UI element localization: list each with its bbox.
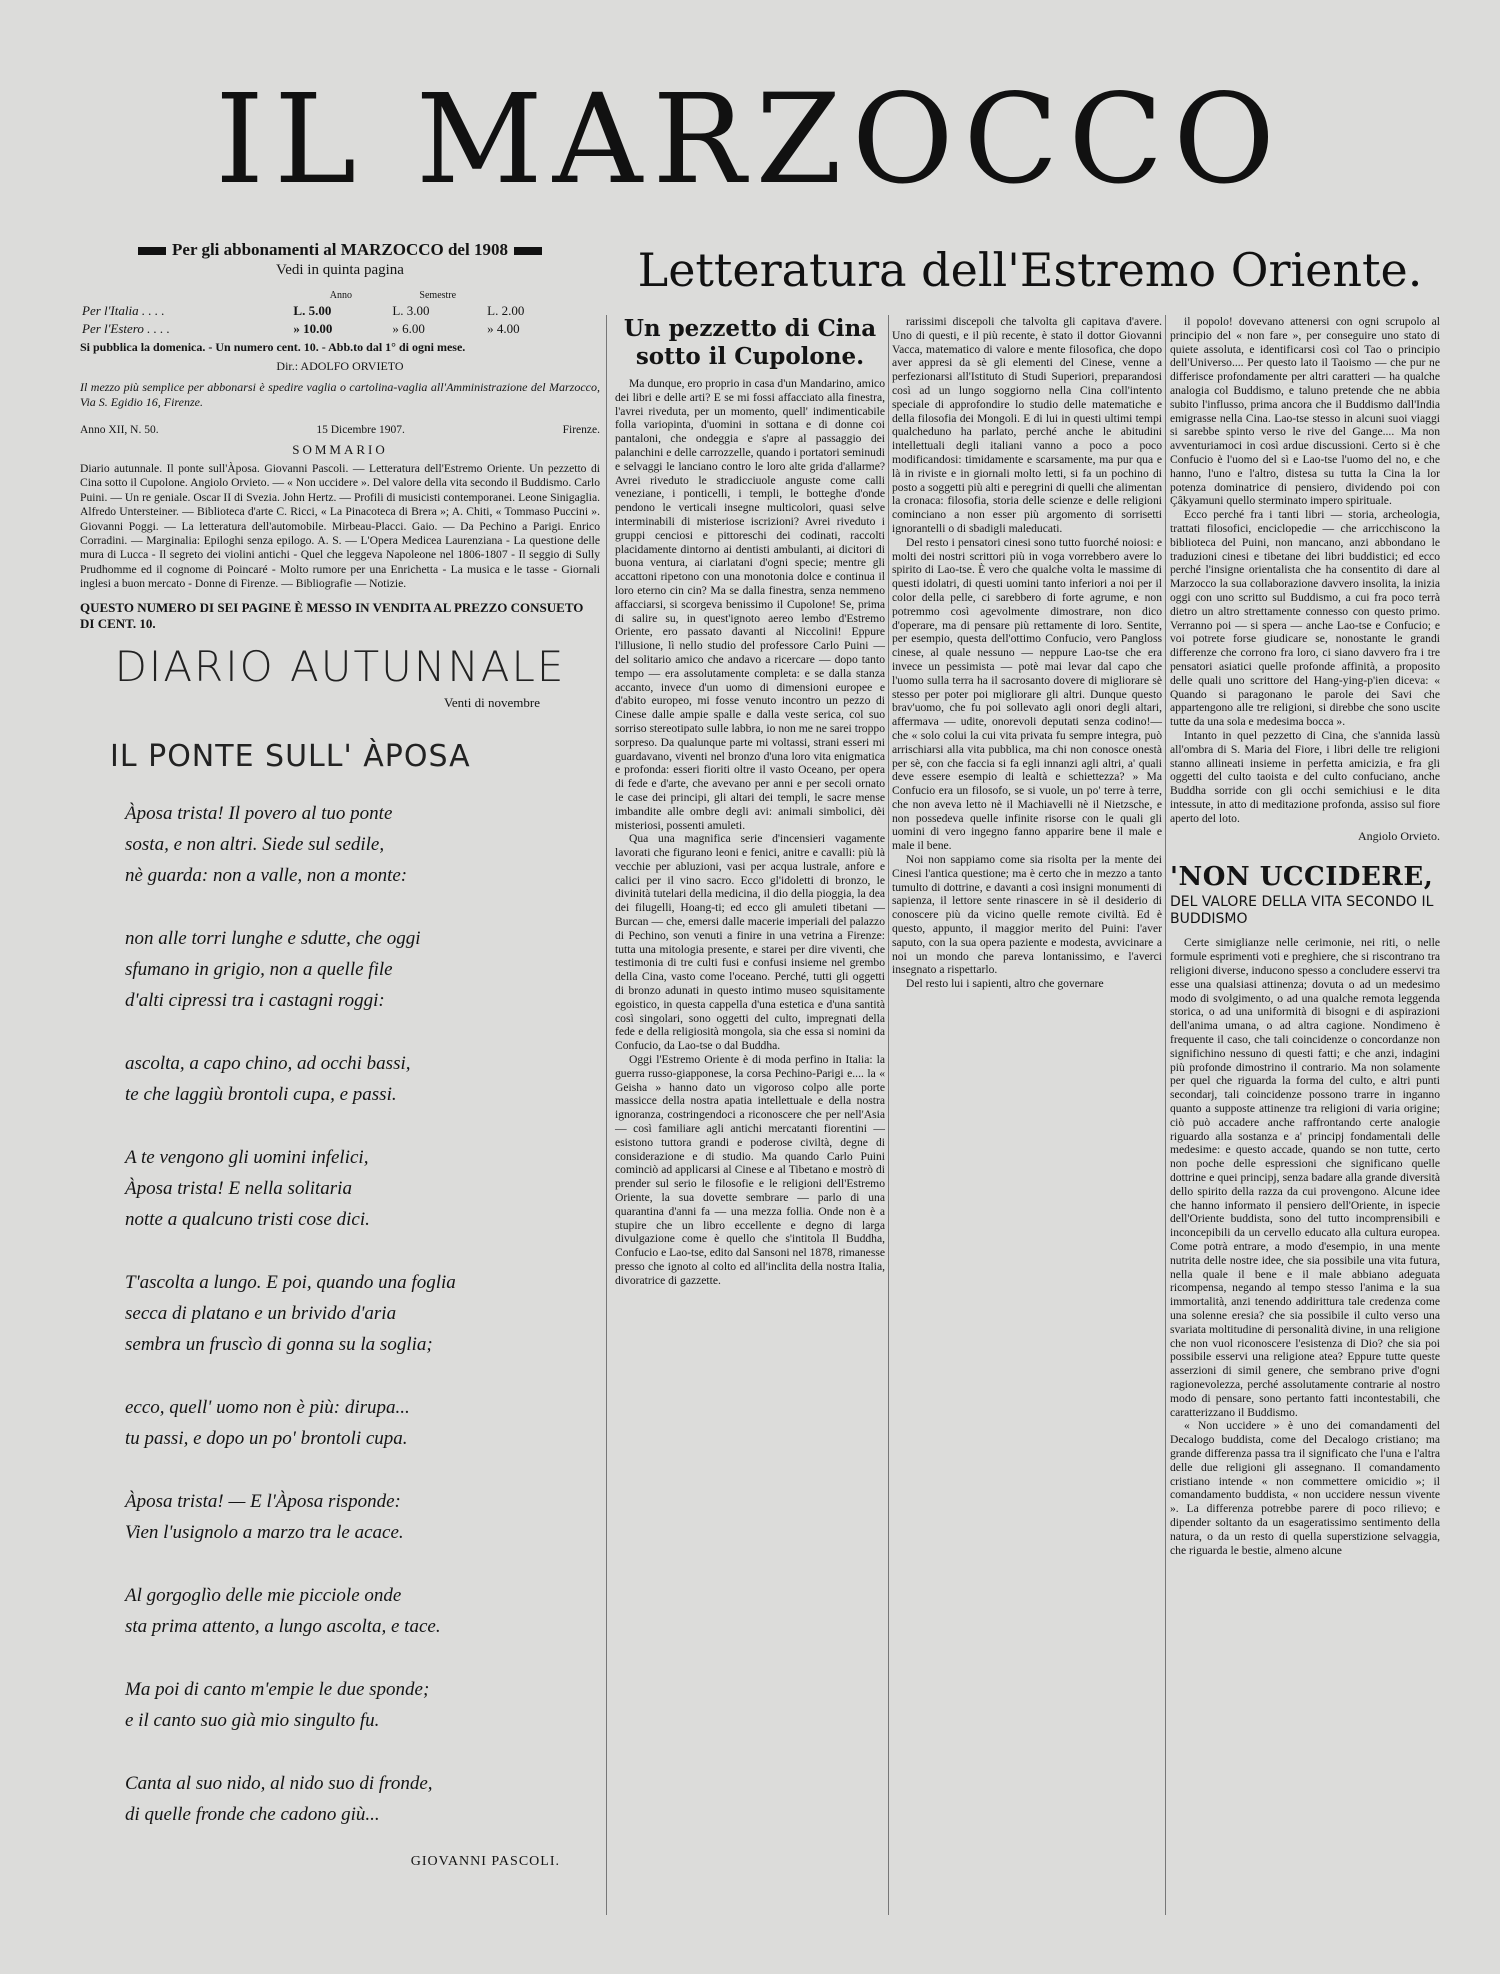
poem-stanza xyxy=(125,923,600,1016)
poem-line: T'ascolta a lungo. E poi, quando una foglia xyxy=(125,1271,456,1293)
left-column xyxy=(80,240,600,1940)
poem-line: Canta al suo nido, al nido suo di fronde, xyxy=(125,1772,433,1794)
column-rule xyxy=(606,315,607,1915)
price-trim: » 4.00 xyxy=(487,321,520,336)
article-paragraph: Noi non sappiamo come sia risolta per la mente dei Cinesi l'antica questione; ma è certo che in mezzo a tanto tumulto di dottrine, e davanti a così insigni monumenti di sapienza, il lettore sente rinascere in sè il desiderio di conoscere più da vicino quelle remote civiltà. Ed è questo, appunto, il maggior merito del Puini: l'aver saputo, con la sua opera paziente e modesta, avvicinare a noi un mondo che pareva lontanissimo, e l'averci insegnato a rispettarlo. xyxy=(892,853,1165,977)
issue-date: 15 Dicembre 1907. xyxy=(316,424,405,436)
article-author: Angiolo Orvieto. xyxy=(1358,829,1440,844)
article-paragraph: Del resto lui i sapienti, altro che governare xyxy=(906,977,1104,991)
poem-line: A te vengono gli uomini infelici, xyxy=(125,1146,369,1168)
article-subtitle: Un pezzetto di Cina sotto il Cupolone. xyxy=(623,315,877,370)
poem-stanza xyxy=(125,1768,600,1830)
poem-line: sosta, e non altri. Siede sul sedile, xyxy=(125,833,385,855)
sale-notice: QUESTO NUMERO DI SEI PAGINE È MESSO IN VENDITA AL PREZZO CONSUETO DI CENT. 10. xyxy=(80,599,584,631)
director: Dir.: ADOLFO ORVIETO xyxy=(276,359,404,373)
poem-line: sembra un fruscìo di gonna su la soglia; xyxy=(125,1333,433,1355)
poem-stanza xyxy=(125,1674,600,1736)
article-paragraph: Del resto i pensatori cinesi sono tutto fuorché noiosi: e molti dei nostri scrittori più in voga vorrebbero avere lo spirito di Lao-tse. È vero che qualche volta le massime di questi idolatri, di questi uomini tanto inferiori a noi per il color della pelle, ci sarebbero di forte agrume, e non potremmo così agevolmente dimostrare, non dico d'operare, ma di pensare più rettamente di loro. Sentite, per esempio, questa dell'ottimo Confucio, vero Pangloss cinese, al quale nessuno — neppure Lao-tse che era invece un pessimista — potè mai levar dal capo che l'uomo sulla terra ha il sacrosanto dovere di migliorare sè stesso per poter poi migliorare gli altri. Dunque questo brav'uomo, che fu poi sollevato agli onori degli altari, affermava — udite, onorevoli deputati senza codino!— che « solo colui la cui vita privata fu sempre integra, può arrischiarsi alla vita pubblica, ma chi non conosce onestà per sè, con che faccia si fa egli innanzi agli altri, a' quali deve essere esempio di lealtà e schiettezza? » Ma Confucio era un filosofo, se si vuole, un po' terre à terre, che non aveva letto nè il Machiavelli nè il Nietzsche, e non possedeva quelle infinite risorse con le quali gli uomini di vero ingegno fanno apparire bene il male e male il bene. xyxy=(892,535,1165,853)
poem-line: secca di platano e un brivido d'aria xyxy=(125,1302,397,1324)
poem-line: Àposa trista! E nella solitaria xyxy=(125,1177,352,1199)
publish-line: Si pubblica la domenica. - Un numero cent. 10. - Abb.to dal 1° di ogni mese. xyxy=(80,340,466,354)
poem-line: nè guarda: non a valle, non a monte: xyxy=(125,864,408,886)
issue-place: Firenze. xyxy=(562,424,600,436)
poem-line: non alle torri lunghe e sdutte, che oggi xyxy=(125,927,421,949)
poem-stanza xyxy=(125,1267,600,1360)
article-column-3 xyxy=(1170,315,1443,1935)
diario-dateline: Venti di novembre xyxy=(443,694,540,710)
poem-line: Ma poi di canto m'empie le due sponde; xyxy=(125,1678,430,1700)
column-rule xyxy=(1165,315,1166,1915)
poem-line: tu passi, e dopo un po' brontoli cupa. xyxy=(125,1427,408,1449)
poem-line: Al gorgoglìo delle mie picciole onde xyxy=(125,1584,402,1606)
poem-line: di quelle fronde che cadono giù... xyxy=(125,1803,380,1825)
price-table xyxy=(80,289,580,338)
issue-number: Anno XII, N. 50. xyxy=(80,424,159,436)
article-paragraph: Certe simiglianze nelle cerimonie, nei riti, o nelle formule esprimenti voti e preghiere, che si riscontrano tra religioni diverse, inducono spesso a concludere esservi tra esse una qualsiasi attinenza; dovuta o ad un medesimo modo di svolgimento, o ad una qualche remota leggenda storica, o ad una uniformità di bisogni e di aspirazioni dell'anima umana, o ad altra cagione. Nondimeno è frequente il caso, che tali coincidenze o concordanze non significhino nessuno di questi fatti; e che anzi, indagini più profonde dimostrino il contrario. Ma non solamente per quel che riguarda la forma del culto, e altri punti secondarj, tali coincidenze possono trarre in inganno quanto a supposte attinenze tra religioni di varia origine; ciò può accadere anche raffrontando certe analogie riguardo alla sostanza e a' principj fondamentali delle medesime: e questo accade, quando se non tutte, certo non poche delle espressioni che significano quelle dottrine e quei principj, senza badare alla grande diversità dello spirito della razza da cui provengono. Alcune idee che hanno informato il pensiero dell'Oriente, in ispecie dell'Oriente buddista, sono del tutto incomprensibili e inconcepibili da un cervello educato alla cultura europea. Come potrà entrare, a modo d'esempio, in una mente nutrita delle nostre idee, che sia possibile una vita futura, nella quale il bene e il male abbiano adeguata ricompensa, negando al tempo stesso l'anima e la sua immortalità, anzi tenendo addirittura tale credenza come una solenne eresia? che sia possibile il culto verso una svariata moltitudine di personalità divine, in una religione che non vuol riconoscere l'esistenza di Dio? che sia poi possibile esservi una religione atea? Eppure tutte queste asserzioni di simil genere, che sembrano prive d'ogni ragionevolezza, perché assolutamente contrarie al nostro modo di pensare, sono pertanto fatti incontestabili, che caratterizzano il Buddismo. xyxy=(1170,936,1443,1419)
poem-stanza xyxy=(125,798,600,891)
price-label: Per l'Estero . . . . xyxy=(82,321,170,336)
issue-line xyxy=(80,424,600,436)
poem xyxy=(125,798,600,1830)
price-semestre: L. 3.00 xyxy=(392,303,430,318)
ornament-bar-icon xyxy=(514,247,542,255)
masthead: IL MARZOCCO xyxy=(215,68,1285,212)
article-paragraph: Oggi l'Estremo Oriente è di moda perfino in Italia: la guerra russo-giapponese, la corsa Pechino-Parigi e.... la « Geisha » hanno dato un vigoroso colpo alle porte massicce della nostra apatia intellettuale e della nostra ignoranza, costringendoci a riconoscere che per nell'Asia — così familiare agli antichi mercatanti fiorentini — esistono tuttora grandi e poderose civiltà, degne di considerazione e di studio. Ma quando Carlo Puini cominciò ad applicarsi al Cinese e al Tibetano e mostrò di prender sul serio le filosofie e le religioni dell'Estremo Oriente, la sua dovette sembrare — parlo di una quarantina d'anni fa — una mezza follia. Onde non è a stupire che un libro eccellente e degno di larga divulgazione come è quello che s'intitola Il Buddha, Confucio e Lao-tse, edito dal Sansoni nel 1878, rimanesse presso che ignoto al colto ed all'inclita della nostra Italia, divoratrice di gazzette. xyxy=(615,1053,888,1287)
poem-line: ecco, quell' uomo non è più: dirupa... xyxy=(125,1396,410,1418)
ornament-bar-icon xyxy=(138,247,166,255)
poem-stanza xyxy=(125,1486,600,1548)
price-row xyxy=(80,320,580,338)
article-paragraph: Ma dunque, ero proprio in casa d'un Mandarino, amico dei libri e delle arti? E se mi fossi affacciato alla finestra, l'avrei riveduta, per un momento, quell' indimenticabile folla variopinta, d'uomini in sottana e di donne coi pantaloni, che ondeggia e s'apre al passaggio dei palanchini e delle carrozzelle, quando i portatori seminudi e selvaggi le lanciano contro le loro alte grida d'allarme? Avrei riveduto le stradicciuole anguste come calli veneziane, i ponticelli, i templi, le botteghe d'onde pendono le verticali insegne multicolori, quasi selve interminabili di misteriose iscrizioni? Avrei riveduto i gruppi cenciosi e pittoreschi dei codinati, raccolti placidamente dintorno ai dentisti ambulanti, ai dicitori di buona ventura, ai ciarlatani d'ogni specie; mentre gli accattoni ripetono con una monotonia dolce e continua il loro eterno cin cin? Ma se dalla finestra, senza nemmeno affacciarsi, si scorgeva benissimo il Cupolone! Se, prima di salire su, in quest'ignoto aereo lembo d'Estremo Oriente, ero passato davanti al Niccolini! Eppure l'illusione, lì nello studio del professore Carlo Puini — del solitario amico che andavo a ricercare — dopo tanto tempo — era assolutamente completa: e se dalla stanza accanto, invece d'un uomo di dimensioni europee e d'abito europeo, mi fosse venuto incontro un pezzo di Cinese dalle ampie spalle e dalla veste serica, col suo sorriso stereotipato sulle labbra, io non me ne sarei troppo sorpreso. Da qualunque parte mi voltassi, strani esseri mi guardavano, viventi nel bronzo d'una loro vita enigmatica e profonda: esseri fioriti oltre il vasto Oceano, per opera di fede e d'arte, che avevano per anni e per secoli ornato le case dei principi, gli altari dei templi, le sacre mense imbandite alle ombre degli avi: animali simbolici, dèi misteriosi, possenti amuleti. xyxy=(615,377,888,832)
column-rule xyxy=(888,315,889,1915)
article-column-1 xyxy=(615,315,888,1935)
price-semestre: » 6.00 xyxy=(392,321,425,336)
poem-stanza xyxy=(125,1142,600,1235)
poem-title: IL PONTE SULL' ÀPOSA xyxy=(110,738,471,774)
price-anno: » 10.00 xyxy=(293,321,333,336)
article-paragraph: Qua una magnifica serie d'incensieri vagamente lavorati che figurano leoni e fenici, anitre e cavalli: più là vecchie per abluzioni, vasi per acqua lustrale, anfore e calici per il vino sacro. Ecco gl'idoletti di bronzo, le divinità tutelari della medicina, il dio della pioggia, la dea dei filugelli, Hoang-ti; ed ecco gli amuleti tibetani — Burcan — che, emersi dalle macerie imperiali del palazzo di Pechino, son venuti a finire in una vetrina a Firenze: tutta una mitologia presente, e starei per dire viventi, che testimonia di tre culti fusi e confusi insieme nel grembo della Cina, vasto come l'oceano. Perché, tutti gli oggetti di bronzo adunati in questo intimo museo squisitamente egoistico, in questa cappella d'una estetica e d'una santità così singolari, sono oggetti del culto, impregnati della fede e della religiosità mongola, sia che essa si nomini da Confucio, da Lao-tse o dal Buddha. xyxy=(615,832,888,1053)
article-paragraph: il popolo! dovevano attenersi con ogni scrupolo al principio del « non fare », per conseguire uno stato di quiete assoluta, e identificarsi così col Tao o principio dell'Universo.... Per questo lato il Taoismo — che pur ne differisce profondamente per altri caratteri — ha qualche analogia col Buddismo, e taluno pretende che ne abbia subito l'influsso, prima ancora che il Buddismo dall'India emigrasse nella Cina. Lao-tse stesso in alcuni suoi viaggi si sarebbe spinto verso le rive del Gange.... Ma non avventuriamoci in così ardue discussioni. Certo si è che Confucio è l'uomo del sì e Lao-tse l'uomo del no, e che hanno, l'uno e l'altro, distesa su tutta la Cina la lor potenza dominatrice di pensiero, dividendo poi con Çâkyamuni quello sterminato impero spirituale. xyxy=(1170,315,1443,508)
poem-line: e il canto suo già mio singulto fu. xyxy=(125,1709,380,1731)
poem-line: te che laggiù brontoli cupa, e passi. xyxy=(125,1083,397,1105)
subscription-subtitle: Vedi in quinta pagina xyxy=(276,262,404,278)
poem-line: Àposa trista! Il povero al tuo ponte xyxy=(125,802,393,824)
poem-stanza xyxy=(125,1580,600,1642)
price-trim: L. 2.00 xyxy=(487,303,525,318)
second-article-subtitle: DEL VALORE DELLA VITA SECONDO IL BUDDISMO xyxy=(1170,894,1434,928)
sommario-text: Diario autunnale. Il ponte sull'Àposa. Giovanni Pascoli. — Letteratura dell'Estremo Oriente. Un pezzetto di Cina sotto il Cupolone. Angiolo Orvieto. — « Non uccidere ». Del valore della vita secondo il Buddismo. Carlo Puini. — Un re geniale. Oscar II di Svezia. John Hertz. — Profili di musicisti contemporanei. Leone Sinigaglia. Alfredo Untersteiner. — Biblioteca d'arte C. Ricci, « La Pinacoteca di Brera »; A. Chiti, « Tommaso Puccini ». Giovanni Poggi. — La letteratura dell'automobile. Mirbeau-Placci. Gaio. — Da Pechino a Parigi. Enrico Corradini. — Marginalia: Epiloghi senza epilogo. A. S. — L'Opera Medicea Laurenziana - La questione delle mura di Lucca - Il segreto dei violini antichi - Quel che leggeva Napoleone nel 1806-1807 - Il seggio di Sully Prudhomme ed il cognome di Poincaré - Molto rumore per una Enrichetta - La musica e le tasse - Giornali inglesi a buon mercato - Donne di Firenze. — Bibliografie — Notizie. xyxy=(80,462,600,591)
poem-line: sfumano in grigio, non a quelle file xyxy=(125,958,393,980)
subscription-title: Per gli abbonamenti al MARZOCCO del 1908 xyxy=(172,240,508,259)
poem-line: Àposa trista! — E l'Àposa risponde: xyxy=(125,1490,401,1512)
poem-line: sta prima attento, a lungo ascolta, e tace. xyxy=(125,1615,441,1637)
sommario-title: SOMMARIO xyxy=(292,442,388,457)
diario-title: DIARIO AUTUNNALE xyxy=(114,641,566,691)
subscription-note: Il mezzo più semplice per abbonarsi è spedire vaglia o cartolina-vaglia all'Amministrazione del Marzocco, Via S. Egidio 16, Firenze. xyxy=(80,380,600,409)
poem-line: notte a qualcuno tristi cose dici. xyxy=(125,1208,370,1230)
col-semestre: Semestre xyxy=(419,290,457,301)
col-anno: Anno xyxy=(329,290,352,301)
poem-line: d'alti cipressi tra i castagni roggi: xyxy=(125,989,385,1011)
poem-line: Vien l'usignolo a marzo tra le acace. xyxy=(125,1521,404,1543)
article-paragraph: Intanto in quel pezzetto di Cina, che s'annida lassù all'ombra di S. Maria del Fiore, i libri delle tre religioni stanno allineati insieme in perfetta amicizia, e fra gli oggetti del culto taoista e del culto confuciano, anche Buddha sorride con gli occhi semichiusi e le dita intessute, in atto di meditazione profonda, assiso sul fiore aperto del loto. xyxy=(1170,728,1443,825)
poem-stanza xyxy=(125,1392,600,1454)
poem-line: ascolta, a capo chino, ad occhi bassi, xyxy=(125,1052,411,1074)
article-paragraph: rarissimi discepoli che talvolta gli capitava d'avere. Uno di questi, e il più recente, è stato il dottor Giovanni Vacca, matematico di valore e mente filosofica, che dopo aver appresi da sè gli elementi del Cinese, venne a perfezionarsi all'Istituto di Studi Superiori, preparandosi così ad un lungo soggiorno nella Cina coll'intento speciale di approfondire lo studio delle matematiche e della filosofia dei Mongoli. E di lui in questi ultimi tempi qualcheduno ha parlato, perché anche le abitudini intellettuali degli italiani vanno a poco a poco modificandosi: timidamente e scarsamente, ma pur qua e là in riviste e in giornali molto letti, si fa un pochino di posto a soggetti più alti e peregrini di quelli che alimentan la cronaca: filosofia, storia delle scienze e delle religioni cominciano a non esser più argomento di sorrisetti ignorantelli o di sbadigli maleducati. xyxy=(892,315,1165,535)
price-anno: L. 5.00 xyxy=(293,303,332,318)
article-paragraph: « Non uccidere » è uno dei comandamenti del Decalogo buddista, come del Decalogo cristiano; ma grande differenza passa tra il significato che l'una e l'altra delle due religioni gli assegnano. Il comandamento cristiano intende « non commettere omicidio »; il comandamento buddista, « non uccidere nessun vivente ». La differenza potrebbe parere di poco rilievo; e dipender soltanto da un esageratissimo sentimento della natura, o da un resto di quella superstizione selvaggia, che riguarda le bestie, almeno alcune xyxy=(1170,1419,1443,1557)
subscription-box xyxy=(80,240,600,410)
article-title: Letteratura dell'Estremo Oriente. xyxy=(637,243,1423,297)
price-label: Per l'Italia . . . . xyxy=(82,303,165,318)
price-row xyxy=(80,302,580,320)
price-header-row xyxy=(80,289,580,302)
article-paragraph: Ecco perché fra i tanti libri — storia, archeologia, trattati filosofici, enciclopedie — che arricchiscono la biblioteca del Puini, non mancano, anzi abbondano le traduzioni cinesi e tibetane dei libri buddistici; ed ecco perché l'insigne orientalista che ha consentito di dare al Marzocco la sua collaborazione davvero insolita, la inizia oggi con uno scritto sul Buddismo, a cui fra poco terrà dietro un altro strettamente connesso con questo primo. Verranno poi — si spera — anche Lao-tse e Confucio; e voi potrete forse giudicare se, nonostante le grandi differenze che corrono fra loro, ci siano davvero fra i tre pensatori asiatici quelle profonde affinità, a proposito delle quali uno scrittore del Hang-ying-p'ien diceva: « Quando si paragonano le parole dei Savi che appartengono alle tre religioni, si direbbe che sono uscite tutte da una sola e medesima bocca ». xyxy=(1170,508,1443,729)
article-column-2 xyxy=(892,315,1165,1935)
poem-author: GIOVANNI PASCOLI. xyxy=(410,1853,560,1869)
second-article-title: 'NON UCCIDERE, xyxy=(1170,862,1434,893)
poem-stanza xyxy=(125,1048,600,1110)
